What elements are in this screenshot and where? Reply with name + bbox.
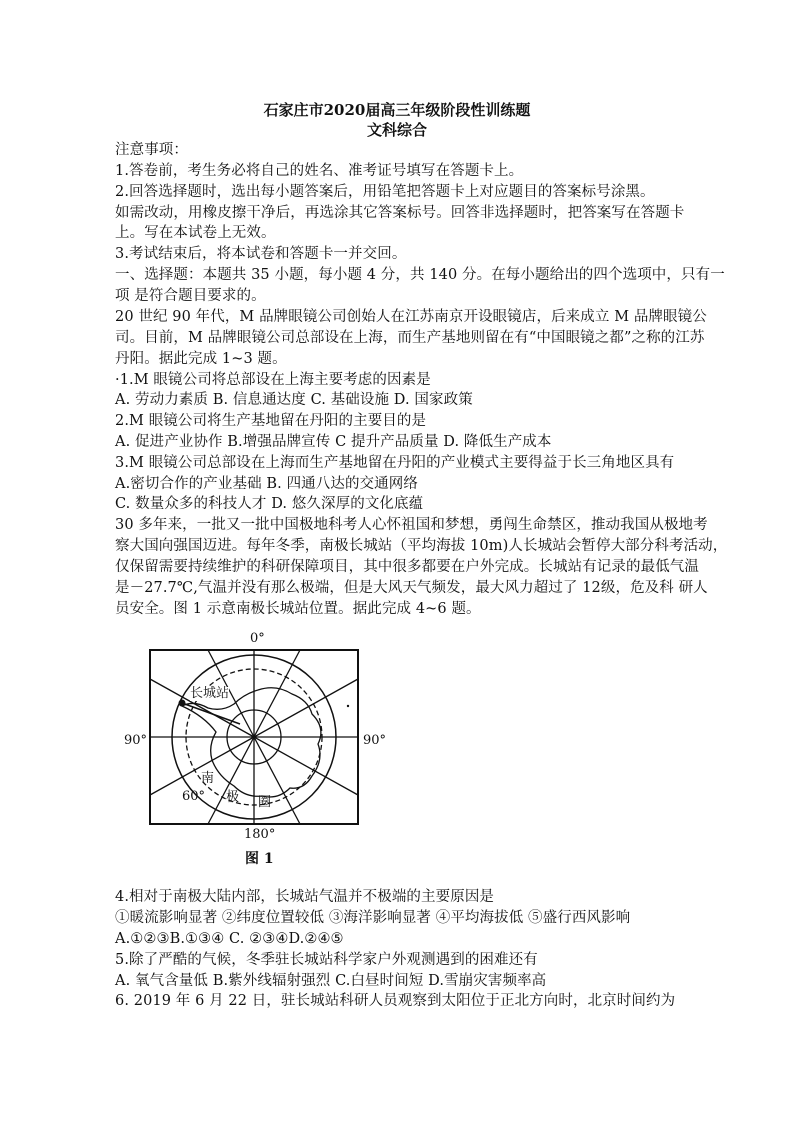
passage-1-line: 丹阳。据此完成 1~3 题。 — [115, 351, 287, 367]
question-5-options: A. 氧气含量低 B.紫外线辐射强烈 C.白昼时间短 D.雪崩灾害频率高 — [115, 973, 547, 989]
label-0-deg: 0° — [250, 631, 265, 646]
question-6-stem: 6. 2019 年 6 月 22 日，驻长城站科研人员观察到太阳位于正北方向时，北京时间约为 — [115, 993, 676, 1009]
passage-2-line: 30 多年来，一批又一批中国极地科考人心怀祖国和梦想，勇闯生命禁区，推动我国从极地考 — [115, 517, 708, 533]
question-3-options: A.密切合作的产业基础 B. 四通八达的交通网络 — [115, 476, 418, 492]
question-2-stem: 2.M 眼镜公司将生产基地留在丹阳的主要目的是 — [115, 413, 427, 429]
question-4-options: A.①②③B.①③④ C. ②③④D.②④⑤ — [115, 931, 344, 947]
antarctic-circle-char: 圈 — [258, 795, 272, 810]
notes-item-3: 3.考试结束后，将本试卷和答题卡一并交回。 — [115, 246, 407, 262]
latitude-60-label: 60° — [182, 789, 206, 804]
label-90-deg-west: 90° — [124, 733, 148, 748]
station-marker — [179, 700, 186, 707]
label-90-deg-east: 90° — [363, 733, 387, 748]
passage-2-line: 员安全。图 1 示意南极长城站位置。据此完成 4~6 题。 — [115, 601, 481, 617]
notes-heading: 注意事项： — [115, 142, 188, 158]
question-3-stem: 3.M 眼镜公司总部设在上海而生产基地留在丹阳的产业模式主要得益于长三角地区具有 — [115, 455, 675, 471]
antarctic-circle-char: 南 — [201, 771, 215, 786]
question-1-stem: ·1.M 眼镜公司将总部设在上海主要考虑的因素是 — [115, 372, 431, 388]
exam-title: 石家庄市2020届高三年级阶段性训练题 — [263, 101, 531, 119]
label-180-deg: 180° — [244, 827, 276, 842]
question-3-options: C. 数量众多的科技人才 D. 悠久深厚的文化底蕴 — [115, 496, 424, 512]
passage-2-line: 仅保留需要持续维护的科研保障项目，其中很多都要在户外完成。长城站有记录的最低气温 — [115, 559, 699, 575]
station-label: 长城站 — [190, 686, 230, 701]
question-2-options: A. 促进产业协作 B.增强品牌宣传 C 提升产品质量 D. 降低生产成本 — [115, 434, 552, 450]
passage-2-line: 是－27.7℃,气温并没有那么极端，但是大风天气频发，最大风力超过了 12级，危及科 研人 — [115, 580, 708, 596]
notes-item-1: 1.答卷前，考生务必将自己的姓名、准考证号填写在答题卡上。 — [115, 163, 524, 179]
antarctica-map-figure — [112, 628, 402, 873]
passage-1-line: 20 世纪 90 年代，M 品牌眼镜公司创始人在江苏南京开设眼镜店，后来成立 M 品牌眼镜公 — [115, 309, 707, 325]
section-heading-cont: 项 是符合题目要求的。 — [115, 288, 266, 304]
passage-1-line: 司。目前，M 品牌眼镜公司总部设在上海，而生产基地则留在有“中国眼镜之都”之称的江苏 — [115, 330, 705, 346]
antarctic-circle-char: 极 — [226, 790, 240, 805]
question-1-options: A. 劳动力素质 B. 信息通达度 C. 基础设施 D. 国家政策 — [115, 392, 473, 408]
passage-2-line: 察大国向强国迈进。每年冬季，南极长城站（平均海拔 10m)人长城站会暂停大部分科考活动， — [115, 538, 728, 554]
figure-caption: 图 1 — [245, 851, 274, 867]
exam-subtitle: 文科综合 — [366, 121, 427, 139]
notes-item-2-cont: 上。写在本试卷上无效。 — [115, 225, 276, 241]
notes-item-2-cont: 如需改动，用橡皮擦干净后，再选涂其它答案标号。回答非选择题时，把答案写在答题卡 — [115, 205, 685, 221]
question-5-stem: 5.除了严酷的气候，冬季驻长城站科学家户外观测遇到的困难还有 — [115, 952, 538, 968]
question-4-items: ①暖流影响显著 ②纬度位置较低 ③海洋影响显著 ④平均海拔低 ⑤盛行西风影响 — [115, 910, 631, 926]
section-heading: 一、选择题：本题共 35 小题，每小题 4 分，共 140 分。在每小题给出的四个选项中，只有一 — [115, 267, 725, 283]
question-4-stem: 4.相对于南极大陆内部，长城站气温并不极端的主要原因是 — [115, 889, 495, 905]
notes-item-2: 2.回答选择题时，选出每小题答案后，用铅笔把答题卡上对应题目的答案标号涂黑。 — [115, 184, 655, 200]
